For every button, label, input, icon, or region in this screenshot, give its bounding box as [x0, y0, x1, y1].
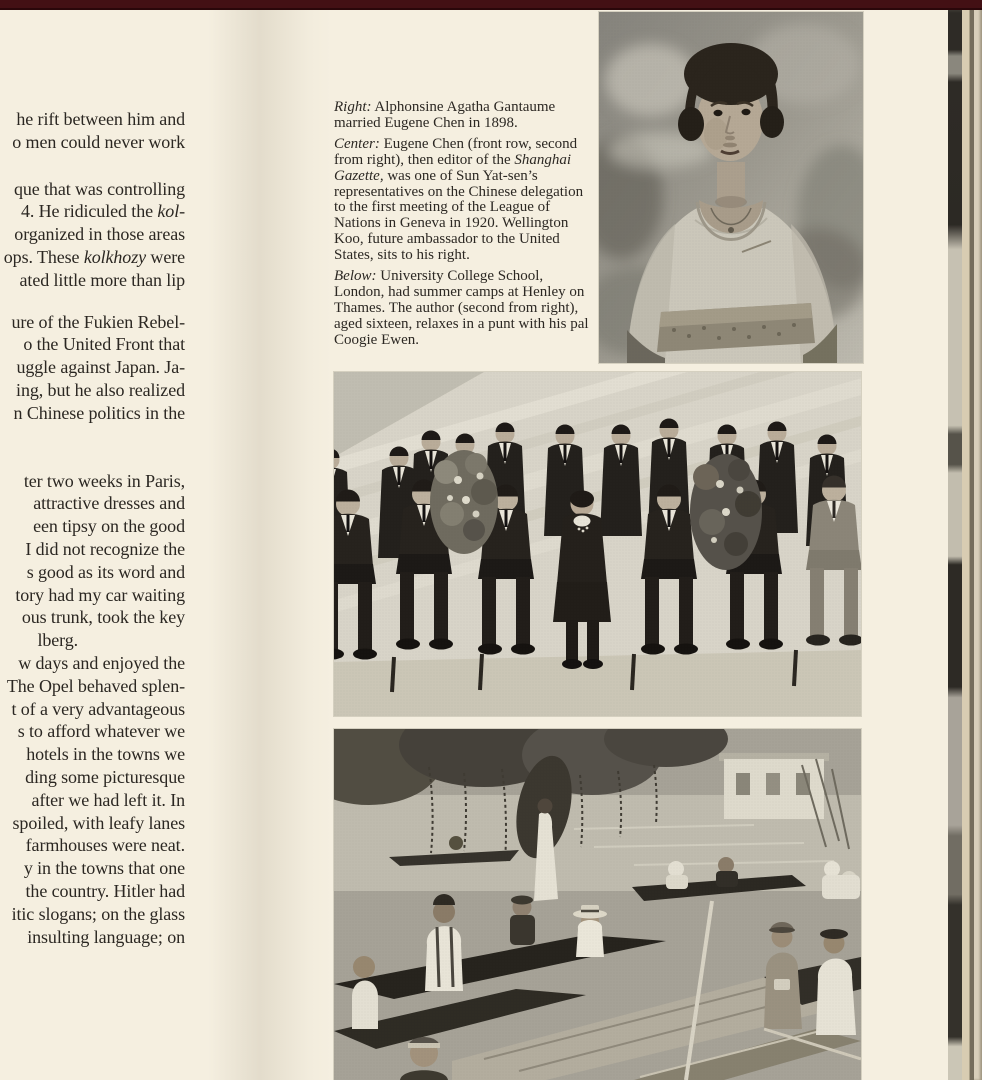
text-line: ous trunk, took the key: [21, 607, 185, 628]
text-line: ure of the Fukien Rebel-: [11, 311, 185, 332]
text-line: w days and enjoyed the: [18, 652, 185, 673]
page-edges: [948, 0, 982, 1080]
page-edge-outer-strip: [974, 0, 982, 1080]
caption-paragraph: Right: Alphonsine Agatha Gantaume married Eugene Chen in 1898.: [334, 99, 556, 131]
text-line: een tipsy on the good: [33, 516, 185, 537]
text-line: The Opel behaved splen-: [6, 675, 185, 696]
text-line: ding some picturesque: [25, 766, 185, 787]
photo-delegation-group: [334, 372, 861, 716]
text-line: o the United Front that: [23, 334, 185, 355]
text-line: o men could never work: [12, 131, 185, 152]
text-line: n Chinese politics in the: [13, 402, 185, 423]
text-line: the country. Hitler had: [25, 880, 185, 901]
text-line: attractive dresses and: [33, 493, 185, 514]
text-line: farmhouses were neat.: [25, 835, 185, 856]
text-line: ops. These kolkhozy were: [3, 246, 185, 267]
photo-captions: [334, 100, 592, 354]
text-line: organized in those areas: [14, 224, 185, 245]
text-line: s to afford whatever we: [17, 721, 185, 742]
text-line: t of a very advantageous: [11, 698, 185, 719]
page-edge-tan-strip: [962, 0, 970, 1080]
text-line: ing, but he also realized: [16, 379, 185, 400]
text-line: s good as its word and: [26, 561, 185, 582]
text-line: I did not recognize the: [25, 538, 185, 559]
caption-paragraph: Below: University College School, London, had summer camps at Henley on Thames. The author (second from right), aged sixteen, relaxes in a punt with his pal Coogie Ewen.: [334, 268, 589, 348]
text-line: uggle against Japan. Ja-: [16, 357, 185, 378]
river-photo-image: [334, 729, 861, 1080]
page-edge-photo-band: [948, 0, 962, 1080]
text-line: after we had left it. In: [31, 789, 185, 810]
text-line: lberg.: [37, 630, 78, 651]
caption-paragraph: Center: Eugene Chen (front row, second from right), then editor of the Shanghai Gazette, was one of Sun Yat-sen’s representatives on the Chinese delegation to the first meeting of the League of Nations in Geneva in 1920. Wellington Koo, future ambassador to the United States, sits to his right.: [334, 135, 584, 264]
text-line: insulting language; on: [27, 926, 185, 947]
book-cover-top-edge: [0, 0, 982, 10]
text-line: itic slogans; on the glass: [11, 903, 185, 924]
text-line: he rift between him and: [16, 109, 185, 129]
page-gutter-shadow: [208, 10, 332, 1080]
portrait-photo-image: [599, 12, 863, 363]
text-line: 4. He ridiculed the kol-: [20, 201, 185, 222]
photo-portrait-alphonsine: [599, 12, 863, 363]
text-line: tory had my car waiting: [15, 584, 185, 605]
left-page-text: [0, 108, 185, 948]
text-line: ated little more than lip: [19, 269, 185, 290]
text-line: y in the towns that one: [23, 858, 185, 879]
text-line: hotels in the towns we: [26, 744, 185, 765]
photo-henley-punts: [334, 729, 861, 1080]
text-line: que that was controlling: [13, 178, 185, 199]
group-photo-image: [334, 372, 861, 716]
text-line: spoiled, with leafy lanes: [12, 812, 185, 833]
text-line: ter two weeks in Paris,: [23, 470, 185, 491]
